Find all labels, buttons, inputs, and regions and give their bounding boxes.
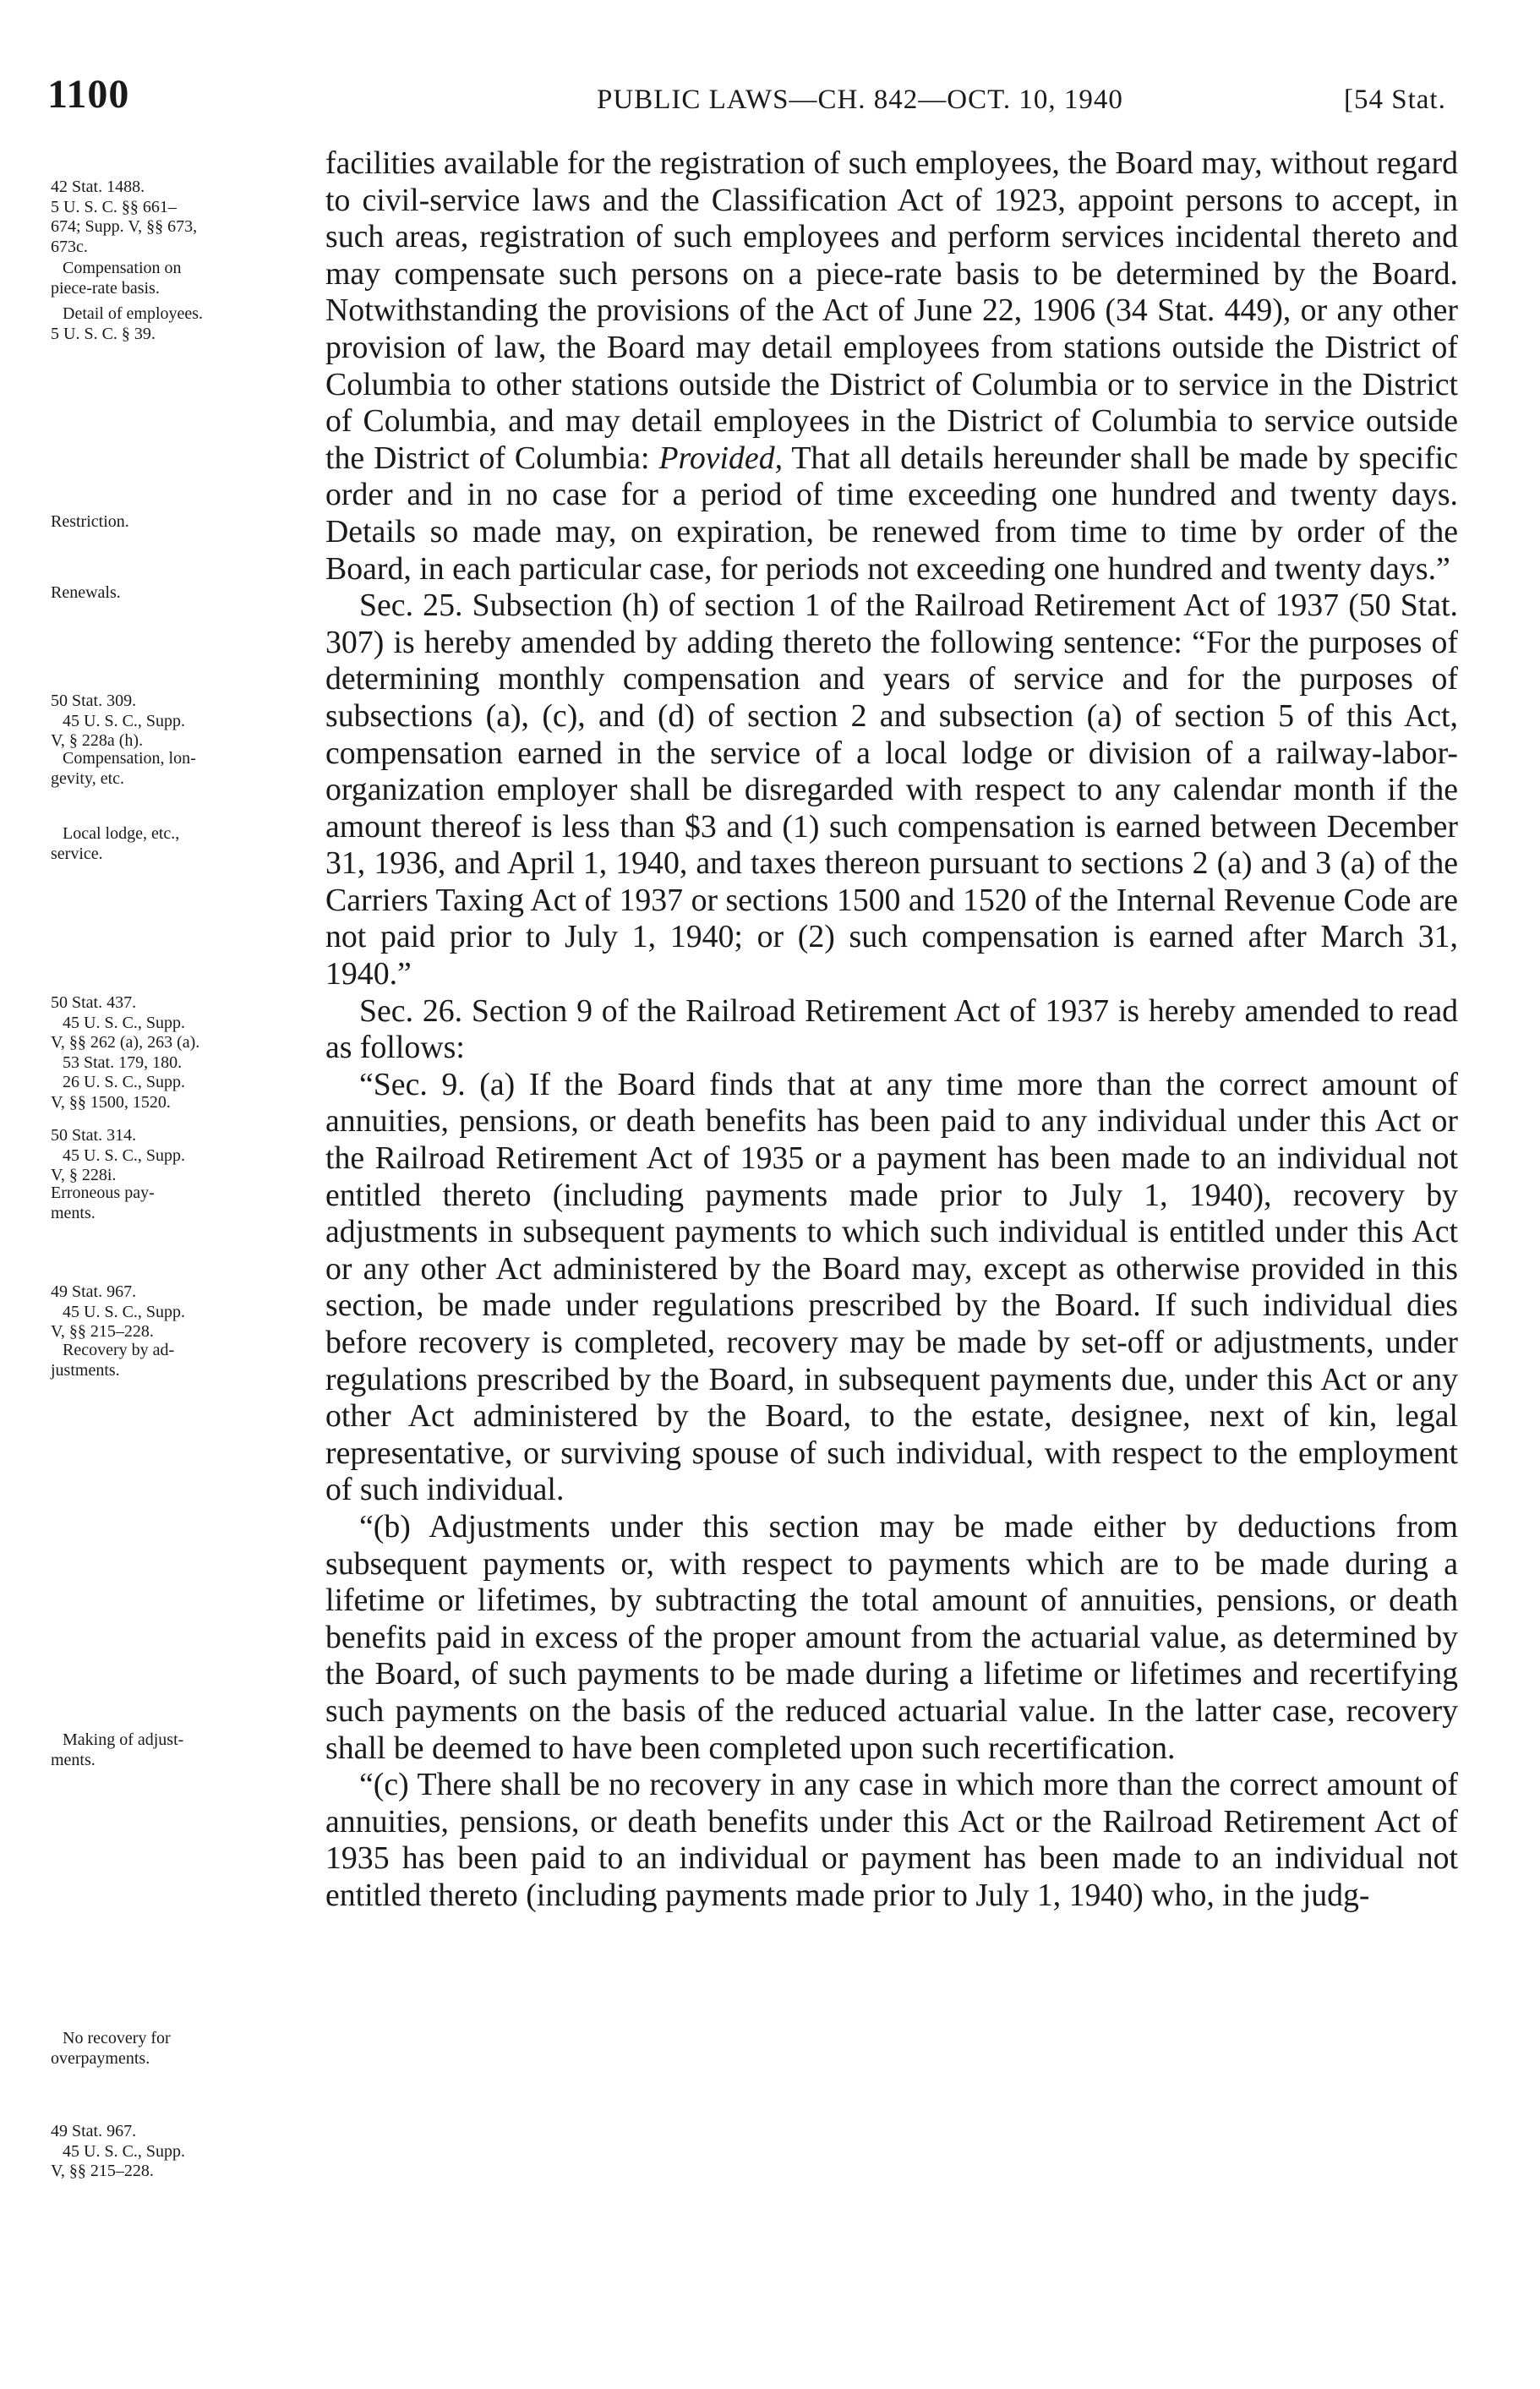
margin-note-line: 53 Stat. 179, 180. xyxy=(63,1052,183,1072)
margin-note-line: V, § 228i. xyxy=(51,1166,117,1184)
margin-note-line: V, §§ 262 (a), 263 (a). xyxy=(51,1033,200,1052)
margin-note-line: No recovery for xyxy=(63,2029,171,2047)
margin-note-line: Erroneous pay- xyxy=(51,1184,155,1202)
margin-note-line: 50 Stat. 437. xyxy=(51,993,137,1012)
margin-note-line: 45 U. S. C., Supp. xyxy=(63,711,186,730)
margin-note-line: 49 Stat. 967. xyxy=(51,2122,137,2140)
margin-note-cite-50-stat-314 xyxy=(51,1126,321,1186)
margin-note-line: 42 Stat. 1488. xyxy=(51,178,145,196)
margin-note-line: Local lodge, etc., xyxy=(63,824,180,843)
margin-note-line: Making of adjust- xyxy=(63,1730,184,1749)
margin-note-line: 5 U. S. C. §§ 661– xyxy=(51,197,177,216)
section-9b-paragraph: “(b) Adjustments under this section may be made either by deductions from subsequent payments or, with respect to payments which are to be made during a lifetime or lifetimes, by subtracting the total amount of annuities, pensions, or death benefits paid in excess of the proper amount from the actuarial value, as determined by the Board, of such payments to be made during a lifetime or lifetimes and recertifying such payments on the basis of the reduced actuarial value. In the latter case, recovery shall be deemed to have been completed upon such recertification. xyxy=(325,1508,1458,1766)
section-25-paragraph: Sec. 25. Subsection (h) of section 1 of the Railroad Retirement Act of 1937 (50 Stat. 307) is hereby amended by adding thereto the following sentence: “For the purposes of determining monthly compensation and years of service and for the purposes of subsections (a), (c), and (d) of section 2 and subsection (a) of section 5 of this Act, compensation earned in the service of a local lodge or division of a railway-labor-organization employer shall be disregarded with respect to any calendar month if the amount thereof is less than $3 and (1) such compensation is earned between December 31, 1936, and April 1, 1940, and taxes thereon pursuant to sections 2 (a) and 3 (a) of the Carriers Taxing Act of 1937 or sections 1500 and 1520 of the Internal Revenue Code are not paid prior to July 1, 1940; or (2) such compensation is earned after March 31, 1940.” xyxy=(325,588,1458,992)
margin-note-erroneous-payments xyxy=(51,1184,321,1223)
margin-note-compensation-longevity xyxy=(51,749,321,789)
margin-note-line: 26 U. S. C., Supp. xyxy=(63,1073,186,1091)
margin-note-line: ments. xyxy=(51,1203,96,1222)
margin-note-line: overpayments. xyxy=(51,2048,150,2068)
margin-note-line: V, § 228a (h). xyxy=(51,731,144,750)
margin-note-cite-50-stat-309 xyxy=(51,692,321,752)
section-9c-paragraph: “(c) There shall be no recovery in any case in which more than the correct amount of annuities, pensions, or death benefits under this Act or the Railroad Retirement Act of 1935 has been paid to an individual or payment has been made to an individual not entitled thereto (including payments made prior to July 1, 1940) who, in the judg- xyxy=(325,1767,1458,1913)
margin-note-restriction xyxy=(51,512,321,533)
section-9a-paragraph: “Sec. 9. (a) If the Board finds that at any time more than the correct amount of annuities, pensions, or death benefits has been paid to any individual under this Act or the Railroad Retirement Act of 1935 or a payment has been made to an individual not entitled thereto (including payments made prior to July 1, 1940), recovery by adjustments in subsequent payments to which such individual is entitled under this Act or any other Act administered by the Board may, except as otherwise provided in this section, be made under regulations prescribed by the Board. If such individual dies before recovery is completed, recovery may be made by set-off or adjustments, under regulations prescribed by the Board, in subsequent payments due, under this Act or any other Act administered by the Board, to the estate, designee, next of kin, legal representative, or surviving spouse of such individual, with respect to the employment of such individual. xyxy=(325,1066,1458,1508)
margin-note-line: 673c. xyxy=(51,237,88,256)
margin-note-no-recovery-overpayments xyxy=(51,2029,321,2069)
margin-note-line: 45 U. S. C., Supp. xyxy=(63,2141,186,2161)
margin-note-cite-42-stat xyxy=(51,178,321,257)
margin-note-making-of-adjustments xyxy=(51,1730,321,1770)
margin-note-cite-49-stat-967 xyxy=(51,1282,321,1342)
section-26-paragraph: Sec. 26. Section 9 of the Railroad Retirement Act of 1937 is hereby amended to read as follows: xyxy=(325,992,1458,1066)
provided-clause: Provided, xyxy=(658,440,784,476)
margin-note-line: piece-rate basis. xyxy=(51,278,160,298)
paragraph-text: facilities available for the registration of such employees, the Board may, without regard to civil-service laws and the Classification Act of 1923, appoint persons to accept, in such areas, registration of such employees and perform services incidental thereto and may compensate such persons on a piece-rate basis to be determined by the Board. Notwithstanding the provisions of the Act of June 22, 1906 (34 Stat. 449), or any other provision of law, the Board may detail employees from stations outside the District of Columbia to other stations outside the District of Columbia or to service in the District of Columbia, and may detail employees in the District of Columbia to service outside the District of Columbia: xyxy=(325,145,1458,476)
margin-note-line: 45 U. S. C., Supp. xyxy=(63,1013,186,1032)
margin-note-local-lodge-service xyxy=(51,824,321,864)
margin-note-line: justments. xyxy=(51,1360,120,1380)
margin-note-renewals xyxy=(51,583,321,604)
paragraph-continuation xyxy=(325,145,1458,588)
body-text xyxy=(325,145,1458,1915)
margin-note-recovery-by-adjustments xyxy=(51,1341,321,1380)
page-number: 1100 xyxy=(47,72,130,117)
margin-note-line: 50 Stat. 309. xyxy=(51,692,137,710)
margin-note-line: 50 Stat. 314. xyxy=(51,1126,137,1145)
running-head: PUBLIC LAWS—CH. 842—OCT. 10, 1940 xyxy=(597,85,1123,115)
margin-note-detail-of-employees xyxy=(51,304,321,344)
margin-note-line: 5 U. S. C. § 39. xyxy=(51,324,156,343)
margin-note-line: Compensation on xyxy=(63,259,182,277)
margin-note-line: 674; Supp. V, §§ 673, xyxy=(51,217,198,236)
margin-note-line: Renewals. xyxy=(51,583,121,602)
margin-note-line: 45 U. S. C., Supp. xyxy=(63,1302,186,1321)
margin-note-line: Compensation, lon- xyxy=(63,749,196,768)
margin-note-line: V, §§ 215–228. xyxy=(51,1322,154,1341)
margin-note-line: V, §§ 1500, 1520. xyxy=(51,1092,171,1112)
page-header xyxy=(0,71,1540,122)
margin-note-compensation-piece-rate xyxy=(51,259,321,298)
margin-note-line: Restriction. xyxy=(51,512,129,531)
margin-note-line: 49 Stat. 967. xyxy=(51,1282,137,1301)
margin-note-cite-50-stat-437 xyxy=(51,993,321,1112)
margin-note-line: Recovery by ad- xyxy=(63,1341,175,1359)
margin-note-cite-49-stat-967-b xyxy=(51,2122,321,2182)
margin-note-line: V, §§ 215–228. xyxy=(51,2162,154,2180)
margin-note-line: Detail of employees. xyxy=(63,304,204,323)
margin-note-line: ments. xyxy=(51,1750,96,1769)
paragraph-text: That all details hereunder shall be made by specific order and in no case for a period of time exceeding one hundred and twenty days. Details so made may, on expiration, be renewed from time to time by order of the Board, in each particular case, for periods not exceeding one hundred and twenty days.” xyxy=(325,440,1458,587)
margin-note-line: service. xyxy=(51,844,103,863)
volume-reference: [54 Stat. xyxy=(1344,85,1446,115)
margin-note-line: 45 U. S. C., Supp. xyxy=(63,1145,186,1165)
margin-note-line: gevity, etc. xyxy=(51,768,125,788)
